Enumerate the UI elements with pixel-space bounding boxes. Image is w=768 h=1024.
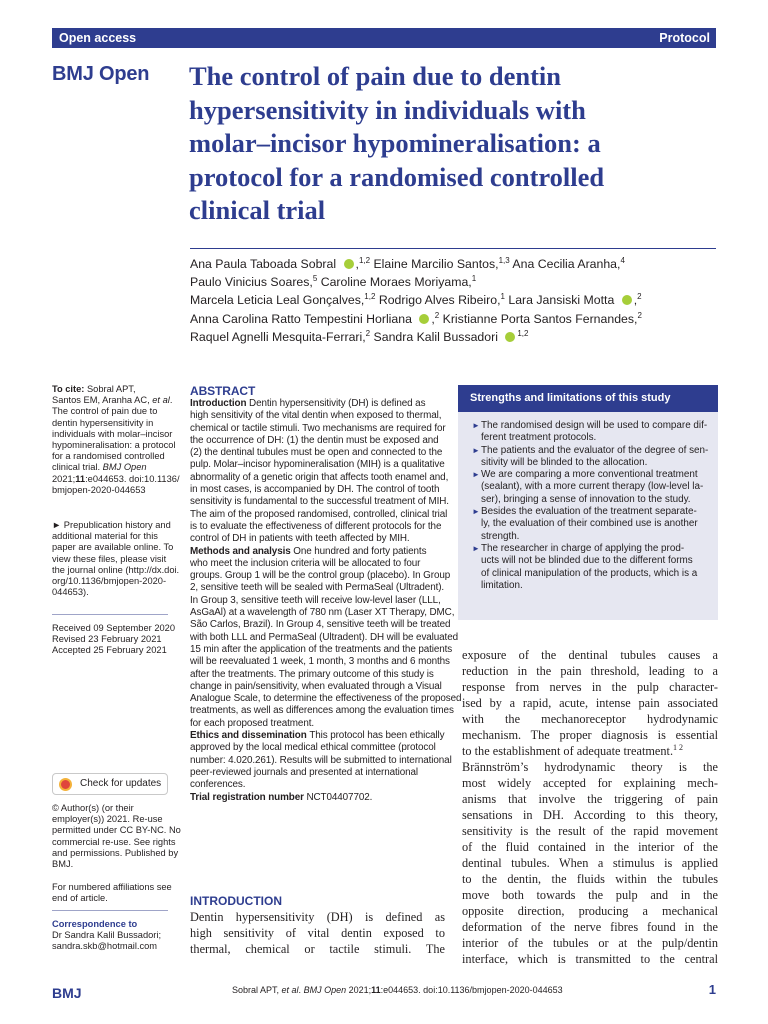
text-run: anisms that involve the triggering of pain xyxy=(462,792,718,806)
body-line xyxy=(462,871,718,887)
strength-item xyxy=(472,420,710,445)
strength-item xyxy=(472,506,710,543)
strength-line: The researcher in charge of applying the prod- xyxy=(481,542,685,554)
abstract-line xyxy=(190,779,430,791)
abstract-line xyxy=(190,484,440,496)
body-line xyxy=(462,743,718,759)
text-run: move both towards the pulp and in the xyxy=(462,888,718,902)
text-run: Ana Cecilia Aranha, xyxy=(509,257,621,271)
text-run: interface, which is transmitted to the central xyxy=(462,952,718,966)
text-run: groups. Group 1 will be the control group (placebo). In Group xyxy=(190,570,451,582)
cite-line xyxy=(52,384,182,395)
sidebar-divider-2 xyxy=(52,910,168,911)
superscript: 1,2 xyxy=(364,292,376,302)
bold-text: Introduction xyxy=(190,398,250,409)
body-line xyxy=(462,807,718,823)
text-run: for each proposed treatment. xyxy=(190,717,315,729)
abstract-line xyxy=(190,570,451,582)
superscript: 1 2 xyxy=(673,742,684,752)
superscript: 1,2 xyxy=(517,328,529,338)
author-list xyxy=(190,255,720,346)
text-run: of the fluid contained in the interior of the xyxy=(462,840,718,854)
text-run: São Carlos, Brazil). In Group 4, sensitive teeth will be treated xyxy=(190,619,451,631)
text-run: sensitivity is fundamental to the successful treatment of MIH. xyxy=(190,496,449,508)
bullet-triangle-icon: ► xyxy=(472,507,480,517)
cite-line xyxy=(52,395,182,406)
text-run: number: 4.020.261). Results will be submitted to international xyxy=(190,754,452,766)
abstract-line xyxy=(190,643,453,656)
prepub-line: view these files, please visit xyxy=(52,553,167,564)
text-run: Paulo Vinicius Soares, xyxy=(190,275,313,290)
text-run: who meet the inclusion criteria will be allocated to four xyxy=(190,557,421,569)
body-line xyxy=(462,839,718,855)
text-run: , xyxy=(355,257,359,271)
abstract-line xyxy=(190,459,445,471)
strength-line: We are comparing a more conventional treatment xyxy=(481,469,698,481)
license-line: and permissions. Published by xyxy=(52,847,179,858)
strength-line: The randomised design will be used to compare dif- xyxy=(481,420,708,431)
abstract-line xyxy=(190,631,458,644)
abstract-line xyxy=(190,434,439,447)
bold-text: 11 xyxy=(75,473,86,484)
cite-line xyxy=(52,406,182,417)
superscript: 1 xyxy=(471,274,477,284)
date-line: Accepted 25 February 2021 xyxy=(52,645,167,656)
right-column-body xyxy=(462,647,718,967)
text-run: mechanism. The proper diagnosis is essential xyxy=(462,728,718,742)
superscript: 2 xyxy=(637,310,642,320)
bold-text: Methods and analysis xyxy=(190,545,294,557)
prepub-line: ► Prepublication history and xyxy=(52,520,171,530)
superscript: 2 xyxy=(637,292,642,302)
abstract-line xyxy=(190,705,454,717)
title-line: protocol for a randomised controlled xyxy=(189,161,605,192)
bold-text: 11 xyxy=(371,985,381,995)
text-run: reduction in the pain threshold, leading to a xyxy=(462,664,718,678)
strength-line: Besides the evaluation of the treatment separate- xyxy=(481,506,697,518)
body-line xyxy=(462,919,718,935)
abstract-heading: ABSTRACT xyxy=(190,384,256,398)
body-line xyxy=(462,791,718,807)
prepub-line: 044653). xyxy=(52,587,89,598)
text-run: The control of pain due to xyxy=(52,406,158,417)
cite-line xyxy=(52,462,182,473)
text-run: , xyxy=(431,311,435,326)
orcid-icon xyxy=(419,314,429,324)
text-run: Ana Paula Taboada Sobral xyxy=(190,257,340,271)
text-run: individuals with molar–incisor xyxy=(52,428,173,439)
body-line xyxy=(462,663,718,679)
text-run: after the treatments. The primary outcome of this study is xyxy=(190,668,434,680)
text-run: This protocol has been ethically xyxy=(309,730,445,742)
license-line: commercial re-use. See rights xyxy=(52,836,176,847)
footer-citation xyxy=(232,985,563,995)
footer-bmj-logo: BMJ xyxy=(52,985,82,1001)
text-run: treatments, as well as differences among the evaluation times xyxy=(190,705,454,717)
text-run: bmjopen-2020-044653 xyxy=(52,484,146,495)
text-run: the occurrence of DH: (1) the dentin must be exposed and xyxy=(190,434,439,446)
body-line xyxy=(462,951,718,967)
abstract-line xyxy=(190,619,451,631)
orcid-icon xyxy=(344,259,354,269)
date-line: Revised 23 February 2021 xyxy=(52,634,162,645)
text-run: NCT04407702. xyxy=(306,791,373,803)
body-line xyxy=(462,695,718,711)
cite-line xyxy=(52,451,182,462)
affiliation-line: For numbered affiliations see xyxy=(52,882,172,892)
superscript: 1 xyxy=(500,292,505,302)
text-run: :e044653. doi:10.1136/ xyxy=(85,473,180,484)
text-run: control of DH in patients with teeth affected by MIH. xyxy=(190,533,410,545)
introduction-heading: INTRODUCTION xyxy=(190,894,282,908)
body-line xyxy=(462,855,718,871)
text-run: peer-reviewed journals and presented at international xyxy=(190,766,419,778)
citation-block xyxy=(52,384,182,496)
abstract-line xyxy=(190,792,430,804)
strength-line: strength. xyxy=(481,530,520,542)
abstract-line xyxy=(190,471,449,484)
check-updates-icon xyxy=(59,778,72,791)
intro-line: Dentin hypersensitivity (DH) is defined as xyxy=(190,910,445,924)
open-access-label: Open access xyxy=(59,31,137,45)
prepub-line: org/10.1136/bmjopen-2020- xyxy=(52,576,167,587)
text-run: in most cases, is accompanied by DH. The control of tooth xyxy=(190,484,440,496)
license-line: permitted under CC BY-NC. No xyxy=(52,825,181,836)
text-run: Lara Jansiski Motta xyxy=(504,293,618,308)
strength-line: (sealant), with a more current therapy (low-level la- xyxy=(481,481,704,493)
introduction-body xyxy=(190,909,445,957)
text-run: Sandra Kalil Bussadori xyxy=(370,329,502,344)
abstract xyxy=(190,384,462,804)
body-line xyxy=(462,887,718,903)
text-run: exposure of the dentinal tubules causes a xyxy=(462,648,718,662)
bullet-triangle-icon: ► xyxy=(472,470,480,480)
abstract-line xyxy=(190,546,430,558)
strengths-heading: Strengths and limitations of this study xyxy=(458,385,718,412)
text-run: 2021; xyxy=(52,473,76,484)
text-run: dentin hypersensitivity in xyxy=(52,417,154,428)
sidebar-divider xyxy=(52,614,168,615)
abstract-line xyxy=(190,594,441,607)
italic-text: et al xyxy=(152,395,170,406)
text-run: ised by a rapid, acute, intense pain associated xyxy=(462,696,718,710)
text-run: clinical trial. xyxy=(52,462,103,473)
abstract-line xyxy=(190,767,430,779)
bullet-triangle-icon: ► xyxy=(472,445,480,455)
author-line xyxy=(190,310,720,328)
text-run: Analogue Scale, to determine the effectiveness of the proposed xyxy=(190,693,462,705)
abstract-line xyxy=(190,680,442,693)
prepub-line: the journal online (http://dx.doi. xyxy=(52,564,180,575)
text-run: The aim of the proposed randomised, controlled, clinical trial xyxy=(190,508,448,520)
strength-item xyxy=(472,445,710,470)
license-note xyxy=(52,803,182,870)
cite-line xyxy=(52,429,182,440)
abstract-line xyxy=(190,656,450,668)
strengths-limitations-box xyxy=(458,385,718,620)
abstract-line xyxy=(190,730,445,742)
body-line xyxy=(462,935,718,951)
license-line: employer(s)) 2021. Re-use xyxy=(52,814,163,825)
text-run: pulp. Molar–incisor hypomineralisation (MIH) is a qualitative xyxy=(190,459,445,471)
text-run: . xyxy=(169,395,173,406)
abstract-line xyxy=(190,410,442,422)
text-run: is to evaluate the effectiveness of different protocols for the xyxy=(190,520,442,532)
correspondence-heading: Correspondence to xyxy=(52,919,138,929)
strength-item xyxy=(472,543,710,592)
text-run: 2, sensitive teeth will be sealed with PermaSeal (Ultradent). xyxy=(190,582,445,594)
text-run: Santos EM, Aranha AC, xyxy=(52,395,153,406)
cite-line xyxy=(52,418,182,429)
text-run: chemical or tactile stimuli. Two mechanisms are required for xyxy=(190,422,446,434)
check-for-updates-button[interactable] xyxy=(52,773,168,795)
bullet-triangle-icon: ► xyxy=(472,421,480,430)
strength-line: ser), bringing a sense of innovation to the study. xyxy=(481,493,691,505)
strength-line: ferent treatment protocols. xyxy=(481,432,597,444)
text-run: to the establishment of adequate treatment. xyxy=(462,744,674,758)
abstract-line xyxy=(190,754,452,767)
strength-line: ly, the evaluation of their combined use is another xyxy=(481,518,698,530)
body-line xyxy=(462,759,718,775)
abstract-line xyxy=(190,533,430,545)
text-run: with the mechanoreceptor hydrodynamic xyxy=(462,712,718,726)
abstract-line xyxy=(190,508,448,521)
text-run: Rodrigo Alves Ribeiro, xyxy=(375,293,501,308)
cite-line xyxy=(52,474,182,485)
affiliation-line: end of article. xyxy=(52,893,108,904)
strengths-list xyxy=(458,412,718,592)
text-run: response from nerves in the pulp character- xyxy=(462,680,718,694)
text-run: with both LLL and PermaSeal (Ultradent). DH will be evaluated xyxy=(190,631,458,643)
license-line: © Author(s) (or their xyxy=(52,803,134,813)
date-line: Received 09 September 2020 xyxy=(52,623,176,633)
text-run: most widely accepted for explaining mech- xyxy=(462,776,718,790)
italic-text: BMJ Open xyxy=(102,462,147,473)
text-run: Elaine Marcilio Santos, xyxy=(370,257,499,271)
abstract-line xyxy=(190,742,436,754)
cite-line xyxy=(52,485,182,496)
author-line xyxy=(190,291,720,309)
text-run: Sobral APT, xyxy=(232,985,282,995)
author-line xyxy=(190,255,720,273)
bold-text: Ethics and dissemination xyxy=(190,730,310,742)
affiliation-note xyxy=(52,882,182,904)
text-run: high sensitivity of the vital dentin when exposed to thermal, xyxy=(190,410,442,422)
body-line xyxy=(462,775,718,791)
text-run: In Group 3, sensitive teeth will receive low-level laser (LLL, xyxy=(190,594,441,606)
title-line: hypersensitivity in individuals with xyxy=(189,94,586,125)
superscript: 4 xyxy=(620,255,625,265)
abstract-line xyxy=(190,496,449,508)
text-run: . xyxy=(298,985,304,995)
orcid-icon xyxy=(505,332,515,342)
strength-line: of clinical manipulation of the products, which is a xyxy=(481,567,698,579)
title-line: clinical trial xyxy=(189,195,326,225)
text-run: for a randomised controlled xyxy=(52,451,165,462)
abstract-line xyxy=(190,447,443,459)
correspondence-line: sandra.skb@hotmail.com xyxy=(52,941,158,952)
text-run: :e044653. doi:10.1136/bmjopen-2020-044653 xyxy=(380,985,563,995)
title-line: The control of pain due to dentin xyxy=(189,61,562,91)
abstract-line xyxy=(190,668,434,681)
article-title xyxy=(189,60,719,228)
abstract-line xyxy=(190,558,430,570)
body-line xyxy=(462,679,718,695)
superscript: 2 xyxy=(434,310,440,320)
italic-text: BMJ Open xyxy=(303,985,347,995)
text-run: approved by the local medical ethical committee (protocol xyxy=(190,742,436,754)
text-run: opposite direction, producing a mechanical xyxy=(462,904,718,918)
text-run: deformation of the nerve fibres found in the xyxy=(462,920,718,934)
text-run: Brännström’s hydrodynamic theory is the xyxy=(462,760,718,774)
intro-line: high sensitivity of vital dentin exposed to xyxy=(190,926,445,940)
author-line xyxy=(190,273,720,291)
prepub-line: additional material for this xyxy=(52,531,158,542)
text-run: hypomineralisation: a protocol xyxy=(52,440,176,451)
text-run: change in pain/sensitivity, when evaluated through a Visual xyxy=(190,680,442,692)
superscript: 5 xyxy=(312,274,318,284)
text-run: , xyxy=(633,293,638,308)
italic-text: et al xyxy=(281,985,299,995)
text-run: sensitivity is the result of the rapid movement xyxy=(462,824,718,838)
top-banner xyxy=(52,28,716,48)
text-run: Raquel Agnelli Mesquita-Ferrari, xyxy=(190,329,366,344)
text-run: Dentin hypersensitivity (DH) is defined as xyxy=(249,398,426,409)
bold-text: To cite: xyxy=(52,384,87,394)
abstract-line xyxy=(190,607,455,619)
license-line: BMJ. xyxy=(52,859,74,870)
text-run: 15 min after the application of the treatments and the patients xyxy=(190,643,453,655)
text-run: will be reevaluated 1 week, 1 month, 3 months and 6 months xyxy=(190,656,450,668)
intro-line: thermal, chemical or tactile stimuli. The xyxy=(190,942,445,956)
article-type-label: Protocol xyxy=(659,31,710,45)
article-dates xyxy=(52,623,182,657)
abstract-line xyxy=(190,718,430,730)
superscript: 1,2 xyxy=(358,255,371,265)
text-run: dentinal tubules. When a stimulus is applied xyxy=(462,856,718,870)
body-line xyxy=(462,647,718,663)
orcid-icon xyxy=(622,295,632,305)
text-run: Anna Carolina Ratto Tempestini Horliana xyxy=(190,311,416,326)
bullet-triangle-icon: ► xyxy=(472,543,480,553)
text-run: to the dentin, the fluids within the tubules xyxy=(462,872,718,886)
abstract-line xyxy=(190,582,445,594)
body-line xyxy=(462,903,718,919)
body-line xyxy=(462,727,718,743)
abstract-line xyxy=(190,422,446,435)
strength-line: The patients and the evaluator of the degree of sen- xyxy=(481,444,709,456)
text-run: interior of the tubules or at the pulp/dentin xyxy=(462,936,718,950)
page-number: 1 xyxy=(708,982,716,997)
prepub-note xyxy=(52,520,182,598)
text-run: abnormality of a genetic origin that affects tooth enamel and, xyxy=(190,471,449,483)
check-updates-label: Check for updates xyxy=(80,778,162,789)
text-run: AsGaAl) at a wavelength of 780 nm (Laser XT Therapy, DMC, xyxy=(190,607,455,619)
author-line xyxy=(190,328,720,346)
body-line xyxy=(462,823,718,839)
strength-item xyxy=(472,469,710,506)
abstract-line xyxy=(190,398,430,410)
superscript: 1,3 xyxy=(498,255,510,265)
text-run: conferences. xyxy=(190,779,246,791)
cite-line xyxy=(52,440,182,451)
superscript: 2 xyxy=(365,328,371,338)
abstract-line xyxy=(190,693,462,705)
title-line: molar–incisor hypomineralisation: a xyxy=(189,128,601,158)
journal-logo: BMJ Open xyxy=(52,63,150,85)
bold-text: Trial registration number xyxy=(190,791,307,803)
text-run: Kristianne Porta Santos Fernandes, xyxy=(439,311,638,326)
strength-line: ucts will not be blinded due to the different forms xyxy=(481,555,693,567)
title-divider xyxy=(190,248,716,249)
correspondence xyxy=(52,919,182,953)
text-run: Sobral APT, xyxy=(86,384,136,394)
prepub-line: paper are available online. To xyxy=(52,542,174,553)
text-run: (2) the dentinal tubules must be open and connected to the xyxy=(190,447,443,459)
abstract-line xyxy=(190,520,442,533)
text-run: sensations in DH. According to this theory, xyxy=(462,808,718,822)
body-line xyxy=(462,711,718,727)
correspondence-line: Dr Sandra Kalil Bussadori; xyxy=(52,930,162,941)
strength-line: sitivity will be blinded to the allocation. xyxy=(481,456,648,468)
text-run: One hundred and forty patients xyxy=(293,545,427,557)
strength-line: limitation. xyxy=(481,579,523,591)
text-run: 2021; xyxy=(346,985,372,995)
text-run: Marcela Leticia Leal Gonçalves, xyxy=(190,293,365,308)
text-run: Caroline Moraes Moriyama, xyxy=(317,275,472,290)
